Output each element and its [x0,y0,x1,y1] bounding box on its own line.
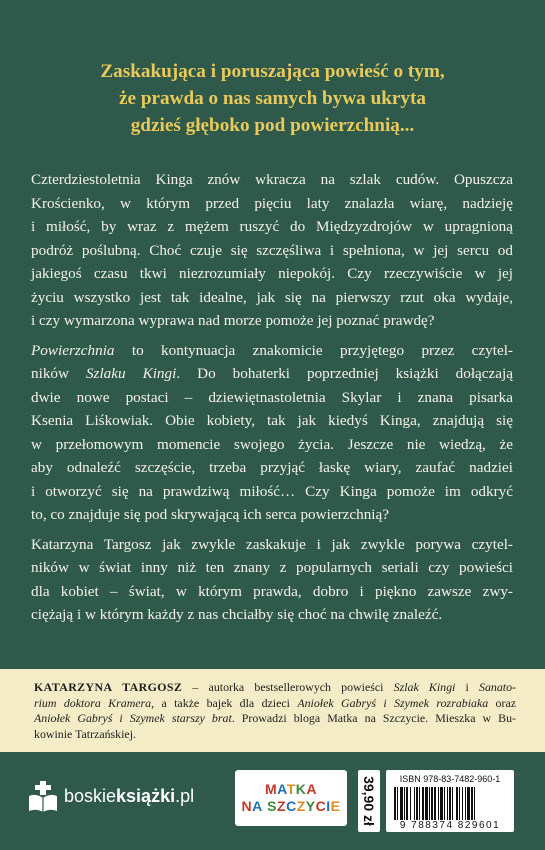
tagline [20,58,525,139]
blog-logo-letter: Y [305,798,316,814]
blog-logo-letter: C [315,798,327,814]
blurb-paragraph-3 [31,533,513,627]
bio-line [34,680,516,696]
author-bio-box [0,669,545,752]
barcode-icon [392,787,508,820]
book-title: Powierzchnia [31,341,115,359]
text-line: ników w świat inny niż ten znany z popularnych seriali czy powieści [31,559,513,576]
author-name: KATARZYNA TARGOSZ [34,680,183,694]
blog-logo-letter: I [326,798,331,814]
text-span: . Do bohaterki poprzedniej książki dołączają [176,365,513,382]
blog-logo-letter: A [277,781,287,797]
blog-logo-letter: A [306,781,318,797]
blurb-paragraph-1 [31,168,513,333]
book-title: rium doktora Kramera [34,695,152,710]
text-line: ciężają i w którym każdy z nas chciałby się choć na chwilę znaleźć. [31,606,443,623]
text-span: , a także bajek dla dzieci [151,695,298,710]
text-line: w przełomowym momencie swojego życia. Jeszcze nie wiedzą, że [31,435,513,453]
text-line: i czy wymarzona wyprawa nad morze pomoże jej poznać prawdę? [31,312,435,329]
text-line: życiu wszystko jest tak idealne, jak się na pierwszy rzut oka wydaje, [31,288,513,306]
tagline-line: Zaskakująca i poruszająca powieść o tym, [100,61,445,82]
book-title: Szlak Kingi [393,680,456,694]
bio-line [34,696,516,712]
bio-line: kowinie Tatrzańskiej. [34,727,136,742]
blog-logo-line-1 [265,781,317,798]
text-line: to, co znajduje się pod skrywającą ich serca powierzchnią? [31,506,390,523]
text-line: Krościenko, w którym przed pięciu laty znalazła wiarę, nadzieję [31,194,513,212]
text-line: Ksenia Liśkowiak. Obie kobiety, tak jak kiedyś Kinga, znajdują się [31,412,513,429]
text-line: dla kobiet – świat, w którym prawda, dobro i piękno zawsze zwy- [31,582,513,600]
blurb-paragraph-2 [31,339,513,527]
blog-logo-line-2 [242,798,341,815]
book-title: Aniołek Gabryś i Szymek rozrabiaka [297,695,489,710]
text-line: jakiegoś czasu tkwi niezrozumiały niepokój. Czy rzeczywiście w jej [31,265,513,282]
blog-logo [235,770,347,826]
text-span: to kontynuacja znakomicie przyjętego przez czytel- [114,341,513,359]
bio-line [34,711,516,727]
blog-logo-letter: T [286,781,296,797]
isbn-number: ISBN 978-83-7482-960-1 [399,774,501,784]
blog-logo-letter: N [241,798,253,814]
text-line: i otworzyć się na prawdziwą miłość… Czy Kinga pomoże im odkryć [31,482,513,500]
text-line: i miłość, by wraz z mężem ruszyć do Międzyzdrojów w upragnioną [31,218,513,235]
text-line: Czterdziestoletnia Kinga znów wkracza na szlak cudów. Opuszcza [31,171,513,188]
blog-logo-letter: A [252,798,263,814]
publisher-suffix: .pl [175,785,195,806]
isbn-barcode [386,770,514,832]
author-bio [34,680,516,743]
barcode-digits: 9 788374 829601 [399,820,501,831]
text-span: . Prowadzi bloga Matka na Szczycie. Mieszka w Bu- [231,711,517,726]
price: 39,90 zł [361,776,377,826]
text-line [31,339,513,363]
text-line: podróż poślubną. Choć czuje się szczęśliwa i spełniona, w jej sercu od [31,241,513,259]
blog-logo-letter: K [295,781,307,797]
text-span: i [455,680,480,694]
text-line: Katarzyna Targosz jak zwykle zaskakuje i jak zwykle porywa czytel- [31,535,513,553]
publisher-name [64,786,194,807]
text-line: aby odnaleźć szczęście, trzeba przyjąć łaskę wiary, zaufać nadziei [31,459,513,476]
blog-logo-letter: S [267,798,278,814]
publisher-bold: książki [116,785,176,806]
blog-logo-letter: M [264,781,278,797]
tagline-line: że prawda o nas samych bywa ukryta [118,88,427,109]
blog-logo-letter: E [330,798,341,814]
tagline-line: gdzieś głęboko pod powierzchnią... [130,115,415,136]
book-title: Szlaku Kingi [85,365,177,382]
text-span: oraz [488,695,517,710]
publisher-logo [28,776,194,816]
blog-logo-letter: Z [296,798,306,814]
blog-logo-letter: C [286,798,297,814]
text-line: dwie nowe postaci – dziewiętnastoletnia Skylar i znana pisarka [31,388,513,406]
book-title: Sanato- [479,680,517,694]
text-span: – autorka bestsellerowych powieści [182,680,394,694]
blog-logo-letter: Z [277,798,287,814]
publisher-regular: boskie [64,785,117,806]
price-tag [358,770,380,832]
text-span: ników [31,365,86,382]
blurb [31,168,513,633]
text-line [31,362,513,386]
book-title: Aniołek Gabryś i Szymek starszy brat [34,711,232,726]
book-cross-icon [28,779,58,813]
